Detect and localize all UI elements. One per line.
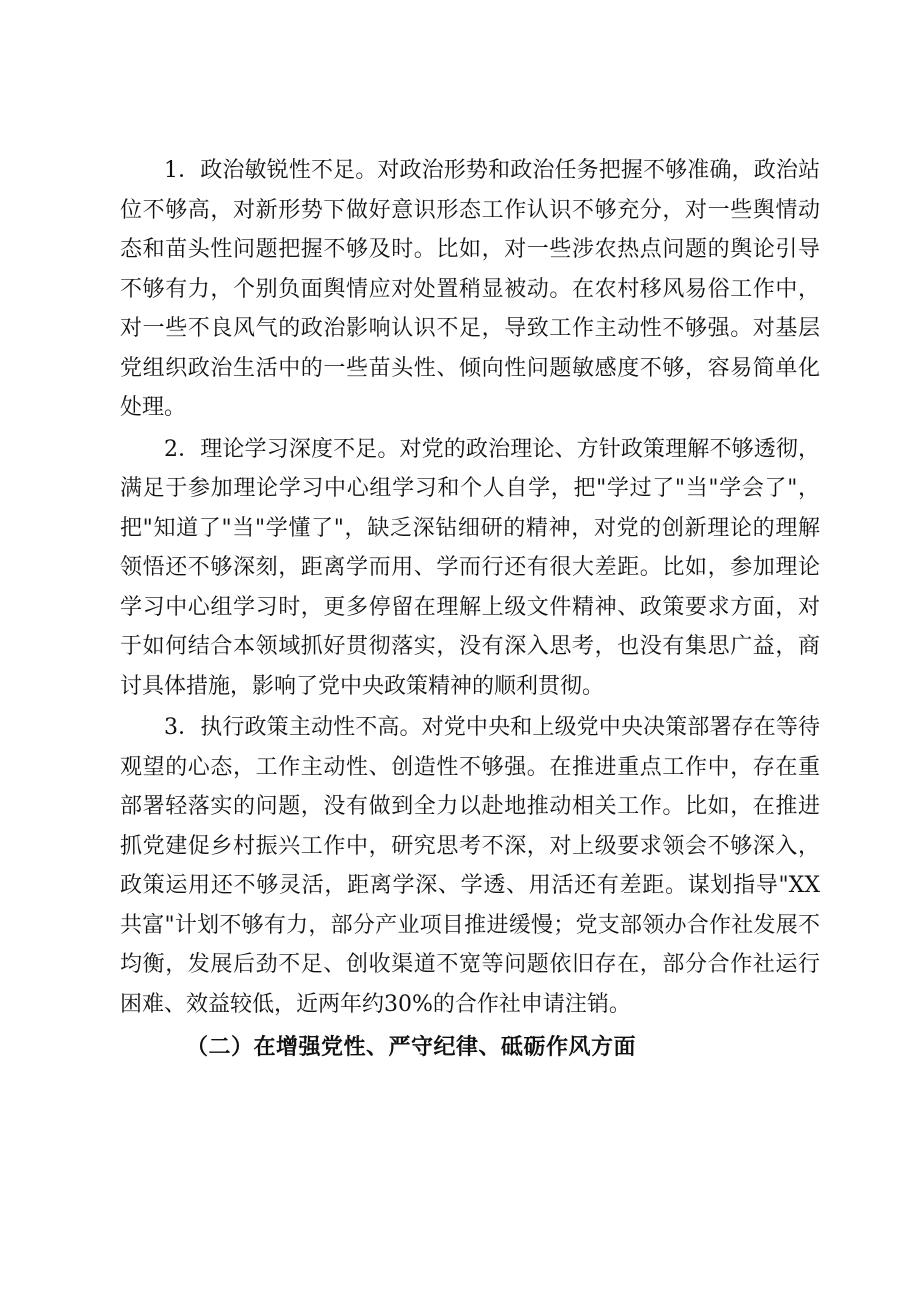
document-body [120,151,820,1068]
paragraph-political-sensitivity: 1．政治敏锐性不足。对政治形势和政治任务把握不够准确，政治站位不够高，对新形势下做好意识形态工作认识不够充分，对一些舆情动态和苗头性问题把握不够及时。比如，对一些涉农热点问题的舆论引导不够有力，个别负面舆情应对处置稍显被动。在农村移风易俗工作中，对一些不良风气的政治影响认识不足，导致工作主动性不够强。对基层党组织政治生活中的一些苗头性、倾向性问题敏感度不够，容易简单化处理。 [120,158,820,420]
section-heading: （二）在增强党性、严守纪律、砥砺作风方面 [186,1035,637,1060]
paragraph-policy-execution: 3．执行政策主动性不高。对党中央和上级党中央决策部署存在等待观望的心态，工作主动性、创造性不够强。在推进重点工作中，存在重部署轻落实的问题，没有做到全力以赴地推动相关工作。比如，在推进抓党建促乡村振兴工作中，研究思考不深，对上级要求领会不够深入，政策运用还不够灵活，距离学深、学透、用活还有差距。谋划指导"XX共富"计划不够有力，部分产业项目推进缓慢；党支部领办合作社发展不均衡，发展后劲不足、创收渠道不宽等问题依旧存在，部分合作社运行困难、效益较低，近两年约30%的合作社申请注销。 [120,715,820,1017]
paragraph-theory-study: 2．理论学习深度不足。对党的政治理论、方针政策理解不够透彻，满足于参加理论学习中心组学习和个人自学，把"学过了"当"学会了"，把"知道了"当"学懂了"，缺乏深钻细研的精神，对党的创新理论的理解领悟还不够深刻，距离学而用、学而行还有很大差距。比如，参加理论学习中心组学习时，更多停留在理解上级文件精神、政策要求方面，对于如何结合本领域抓好贯彻落实，没有深入思考，也没有集思广益，商讨具体措施，影响了党中央政策精神的顺利贯彻。 [120,436,820,699]
